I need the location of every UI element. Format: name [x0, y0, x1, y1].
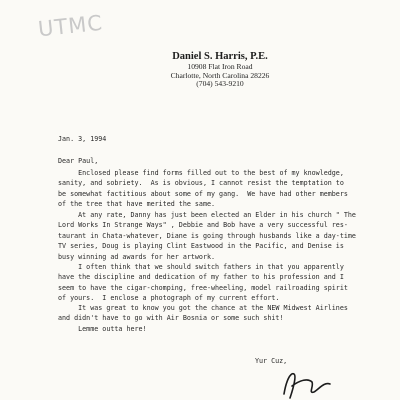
sender-phone: (704) 543-9210 — [196, 79, 244, 88]
sender-city: Charlotte, North Carolina 28226 — [170, 70, 270, 80]
paragraph-3: I often think that we should switch fathers in that you apparently have the discipline and dedication of my father to his profession and I seem to have the cigar-chomping, free-wheeling, model railroading spirit of yours. I enclose a photograph of my current effort. — [58, 263, 348, 303]
salutation: Dear Paul, — [58, 157, 99, 165]
letterhead — [120, 50, 320, 89]
letter-date: Jan. 3, 1994 — [58, 135, 107, 143]
sender-name: Daniel S. Harris, P.E. — [172, 51, 268, 62]
paragraph-1: Enclosed please find forms filled out to the best of my knowledge, sanity, and sobriety. As is obvious, I cannot resist the temptation to be somewhat factitious about some of my gang. We have had other members of the tree that have merited the same. — [58, 169, 348, 209]
closing: Yur Cuz, — [255, 357, 288, 365]
paragraph-4: It was great to know you got the chance at the NEW Midwest Airlines and didn't have to go with Air Bosnia or some such shit! — [58, 304, 348, 323]
faint-stamp-mark: UTMC — [36, 10, 105, 42]
sender-street: 10908 Flat Iron Road — [187, 62, 253, 71]
paragraph-2: At any rate, Danny has just been elected an Elder in his church " The Lord Works In Strange Ways" , Debbie and Bob have a very successful res- taurant in Chata-whatever, Diane is going through husbands like a day-time TV series, Doug is playing Clint Eastwood in the Pacific, and Denise is busy winning ad awards for her artwork. — [58, 211, 356, 261]
paragraph-5: Lemme outta here! — [58, 325, 147, 333]
handwritten-signature — [278, 364, 338, 400]
